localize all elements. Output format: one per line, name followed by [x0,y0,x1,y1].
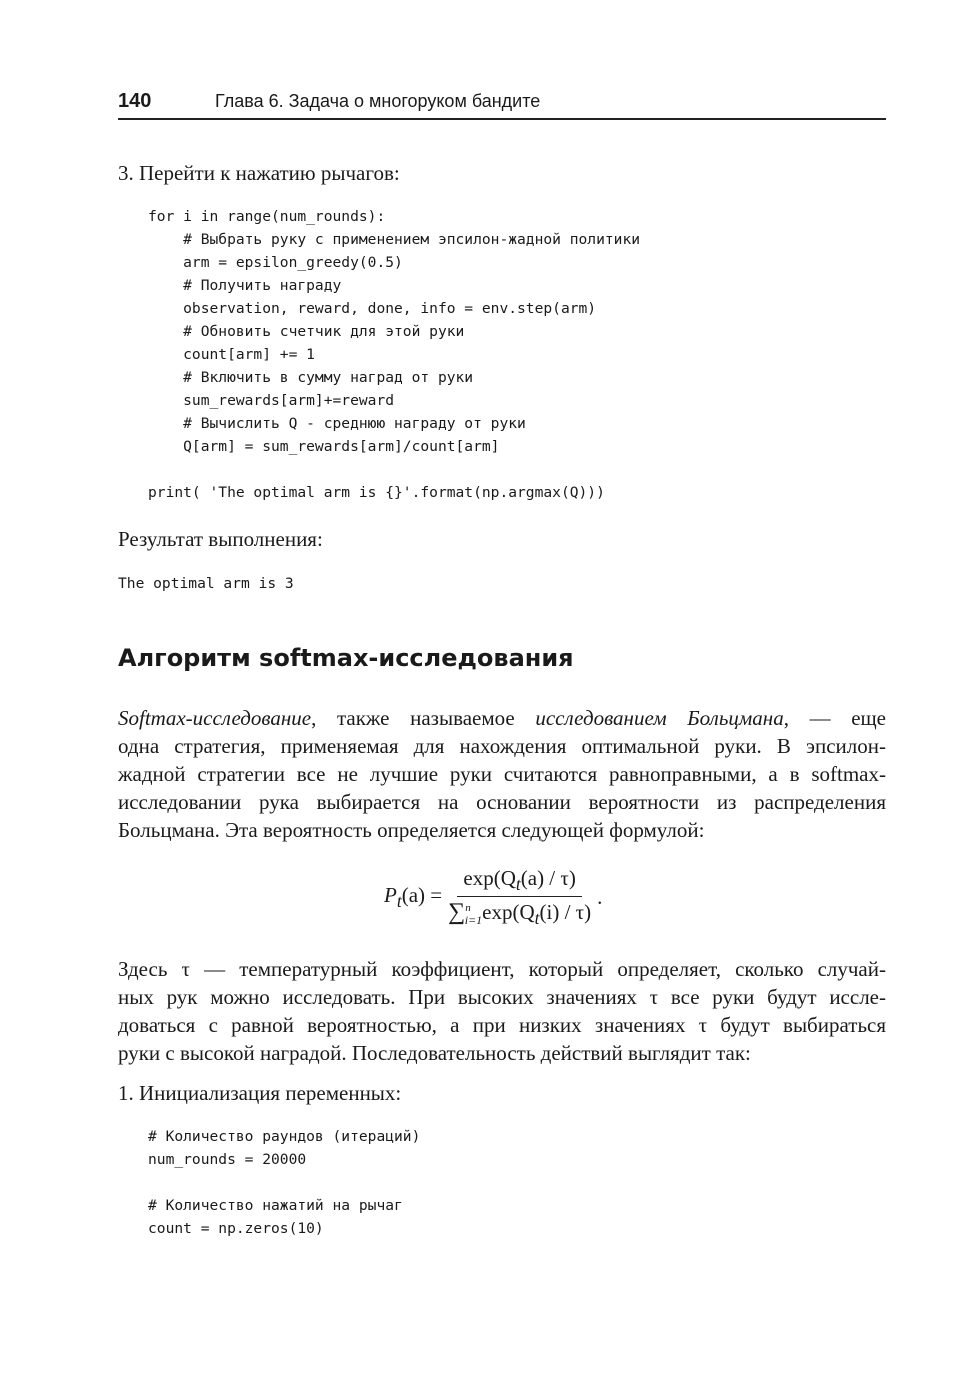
code-line: # Включить в сумму наград от руки [148,369,474,386]
term-softmax: Softmax-исследование [118,706,312,730]
para-line: жадной стратегии все не лучшие руки считаются равноправными, а в softmax- [118,762,886,786]
code-line: # Получить награду [148,277,342,294]
para-line: ных рук можно исследовать. При высоких значениях τ все руки будут иссле- [118,985,886,1009]
f-lhs: P [384,883,397,908]
code-line: # Обновить счетчик для этой руки [148,323,465,340]
f-sub: i=1 [464,913,483,928]
code-line: # Количество нажатий на рычаг [148,1197,403,1214]
f-sub: t [515,874,521,895]
para-line: Больцмана. Эта вероятность определяется следующей формулой: [118,818,705,842]
paragraph-softmax [118,704,886,844]
code-line [148,458,640,481]
para-line [118,704,886,732]
f-num-rest: (a) / τ) [520,866,576,890]
code-line: sum_rewards[arm]+=reward [148,392,395,409]
result-label: Результат выполнения: [118,527,323,551]
paragraph-tau [118,955,886,1067]
f-end: . [597,885,603,910]
f-sub: t [396,891,402,912]
f-sub: t [534,908,540,929]
step-3-label: 3. Перейти к нажатию рычагов: [118,161,400,185]
para-line: одна стратегия, применяемая для нахождения оптимальной руки. В эпсилон- [118,734,886,758]
denominator [444,897,595,929]
code-line: for i in range(num_rounds): [148,208,386,225]
f-den-rest: (i) / τ) [539,900,592,925]
code-line: # Количество раундов (итераций) [148,1128,421,1145]
step-1-label: 1. Инициализация переменных: [118,1081,402,1105]
f-den: exp(Q [482,900,535,925]
para-line: исследовании рука выбирается на основании вероятности из распределения [118,790,886,814]
code-line: Q[arm] = sum_rewards[arm]/count[arm] [148,438,500,455]
section-heading: Алгоритм softmax-исследования [118,644,574,672]
code-line: print( 'The optimal arm is {}'.format(np.argmax(Q))) [148,484,605,501]
code-line: observation, reward, done, info = env.step(arm) [148,300,597,317]
fraction [444,866,595,929]
code-line: count = np.zeros(10) [148,1220,324,1237]
text: , также называемое [311,706,536,730]
f-sup: n [465,902,471,915]
para-line: руки с высокой наградой. Последовательность действий выглядит так: [118,1041,751,1065]
code-line: num_rounds = 20000 [148,1151,307,1168]
term-boltzmann: исследованием Больцмана [535,706,784,730]
boltzmann-formula [384,866,602,929]
para-line: доваться с равной вероятностью, а при низких значениях τ будут выбираться [118,1013,886,1037]
code-line: arm = epsilon_greedy(0.5) [148,254,403,271]
code-line [148,1171,420,1194]
code-block-loop [148,205,640,504]
code-line: count[arm] += 1 [148,346,315,363]
f-lhs-arg: (a) = [401,883,443,908]
code-line: # Вычислить Q - среднюю награду от руки [148,415,526,432]
code-block-init [148,1125,420,1240]
chapter-title: Глава 6. Задача о многоруком бандите [215,91,541,111]
code-line: # Выбрать руку с применением эпсилон-жадной политики [148,231,641,248]
numerator [457,866,581,897]
sum-sign: ∑ [448,899,466,926]
page-number: 140 [118,90,152,112]
result-output: The optimal arm is 3 [118,575,294,592]
page-header [118,86,886,120]
f-num: exp(Q [463,866,516,890]
text: , — еще [783,706,887,730]
para-line: Здесь τ — температурный коэффициент, который определяет, сколько случай- [118,957,886,981]
